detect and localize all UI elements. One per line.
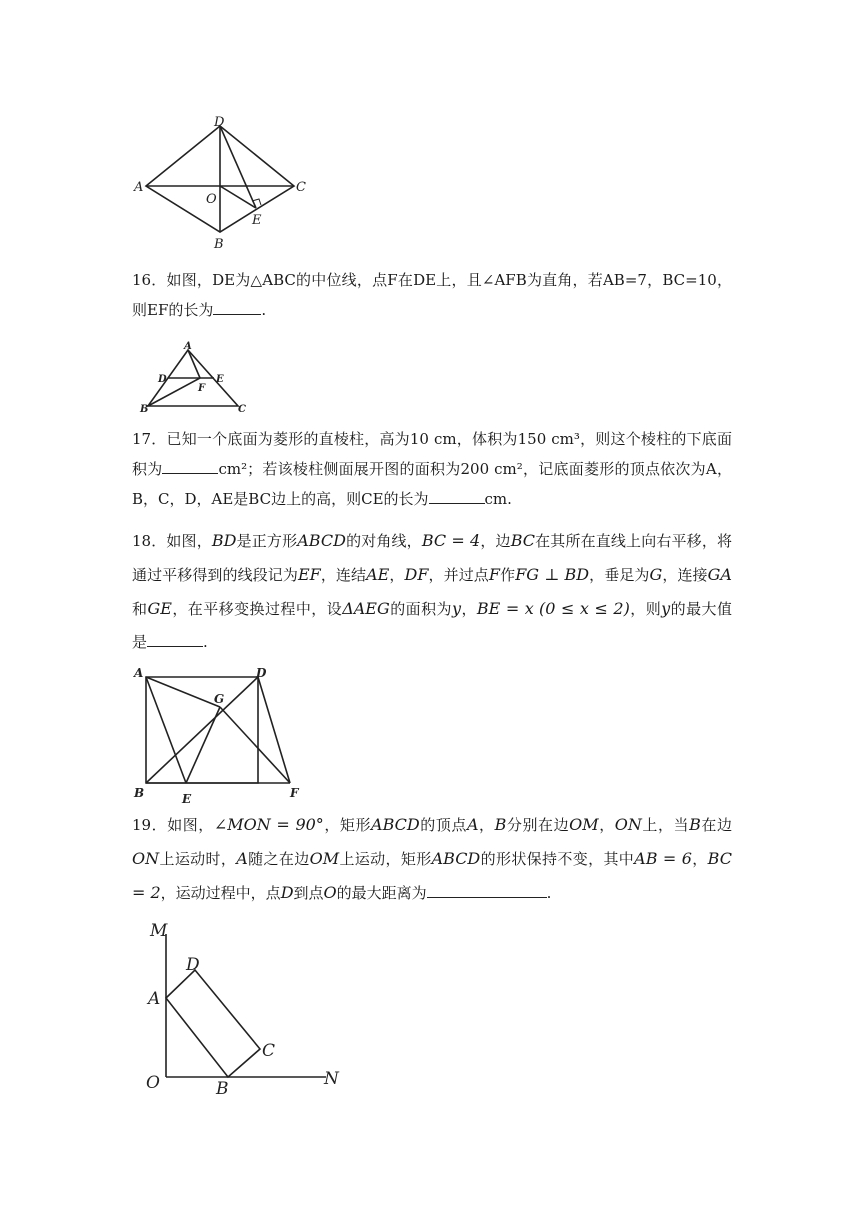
answer-blank[interactable] bbox=[147, 630, 203, 647]
answer-blank[interactable] bbox=[427, 881, 547, 898]
answer-blank[interactable] bbox=[213, 298, 261, 315]
answer-blank-2[interactable] bbox=[429, 487, 485, 504]
segment-ge bbox=[186, 707, 220, 783]
label-d: D bbox=[256, 666, 267, 680]
label-a: A bbox=[148, 989, 161, 1009]
label-b: B bbox=[214, 237, 224, 252]
segment-ae bbox=[146, 677, 186, 783]
question-number: 18． bbox=[132, 532, 167, 550]
question-number: 19． bbox=[132, 816, 168, 834]
question-text: 已知一个底面为菱形的直棱柱，高为10 cm，体积为150 cm³，则这个棱柱的下底面积为 bbox=[132, 430, 732, 478]
label-e: E bbox=[182, 792, 192, 806]
question-text: 如图，DE为△ABC的中位线，点F在DE上，且∠AFB为直角，若AB=7，BC=10，则EF的长为 bbox=[132, 271, 732, 319]
question-number: 16． bbox=[132, 271, 167, 289]
label-d: D bbox=[186, 955, 200, 975]
question-19: 19．如图，∠MON = 90°，矩形ABCD的顶点A，B分别在边OM，ON上，当B在边ON上运动时，A随之在边OM上运动，矩形ABCD的形状保持不变，其中AB = 6，BC = 2，运动过程中，点D到点O的最大距离为 . bbox=[132, 815, 732, 902]
figure-square-translation bbox=[130, 665, 310, 807]
label-f: F bbox=[290, 786, 299, 800]
figure-triangle-midline bbox=[138, 338, 258, 416]
segment-de bbox=[220, 126, 256, 208]
label-b: B bbox=[216, 1079, 229, 1099]
square-diagram bbox=[130, 665, 310, 807]
label-o: O bbox=[146, 1073, 160, 1093]
question-17: 17．已知一个底面为菱形的直棱柱，高为10 cm，体积为150 cm³，则这个棱柱的下底面积为 cm²；若该棱柱侧面展开图的面积为200 cm²，记底面菱形的顶点依次为A，B，C，D，AE是BC边上的高，则CE的长为 cm. bbox=[132, 430, 732, 508]
answer-blank-1[interactable] bbox=[162, 457, 218, 474]
label-b: B bbox=[140, 404, 149, 415]
label-a: A bbox=[134, 180, 144, 195]
label-e: E bbox=[252, 213, 262, 228]
label-a: A bbox=[184, 341, 192, 352]
segment-af bbox=[188, 350, 200, 378]
label-b: B bbox=[134, 786, 145, 800]
label-o: O bbox=[206, 192, 217, 207]
question-number: 17． bbox=[132, 430, 167, 448]
segment-gf bbox=[220, 707, 290, 783]
label-a: A bbox=[134, 666, 144, 680]
label-m: M bbox=[150, 921, 168, 941]
label-f: F bbox=[198, 383, 206, 394]
label-g: G bbox=[214, 692, 225, 706]
rectangle-abcd bbox=[166, 970, 260, 1077]
label-c: C bbox=[262, 1041, 276, 1061]
angle-rectangle-diagram bbox=[140, 912, 360, 1102]
figure-rectangle-angle bbox=[140, 912, 360, 1102]
label-d: D bbox=[214, 115, 225, 130]
question-18: 18．如图，BD是正方形ABCD的对角线，BC = 4，边BC在其所在直线上向右平移，将通过平移得到的线段记为EF，连结AE，DF，并过点F作FG ⊥ BD，垂足为G，连接GA和GE，在平移变换过程中，设ΔAEG的面积为y，BE = x (0 ≤ x ≤ 2)，则y的最大值是 . bbox=[132, 531, 732, 651]
segment-df bbox=[258, 677, 290, 783]
triangle-diagram bbox=[138, 338, 258, 416]
rhombus-diagram bbox=[128, 112, 318, 252]
question-16: 16．如图，DE为△ABC的中位线，点F在DE上，且∠AFB为直角，若AB=7，BC=10，则EF的长为 . bbox=[132, 271, 732, 319]
figure-rhombus bbox=[128, 112, 318, 252]
segment-bf bbox=[148, 378, 200, 406]
label-e: E bbox=[216, 374, 224, 385]
label-n: N bbox=[324, 1069, 339, 1089]
label-c: C bbox=[296, 180, 306, 195]
label-c: C bbox=[238, 404, 246, 415]
segment-ag bbox=[146, 677, 220, 707]
label-d: D bbox=[158, 374, 167, 385]
